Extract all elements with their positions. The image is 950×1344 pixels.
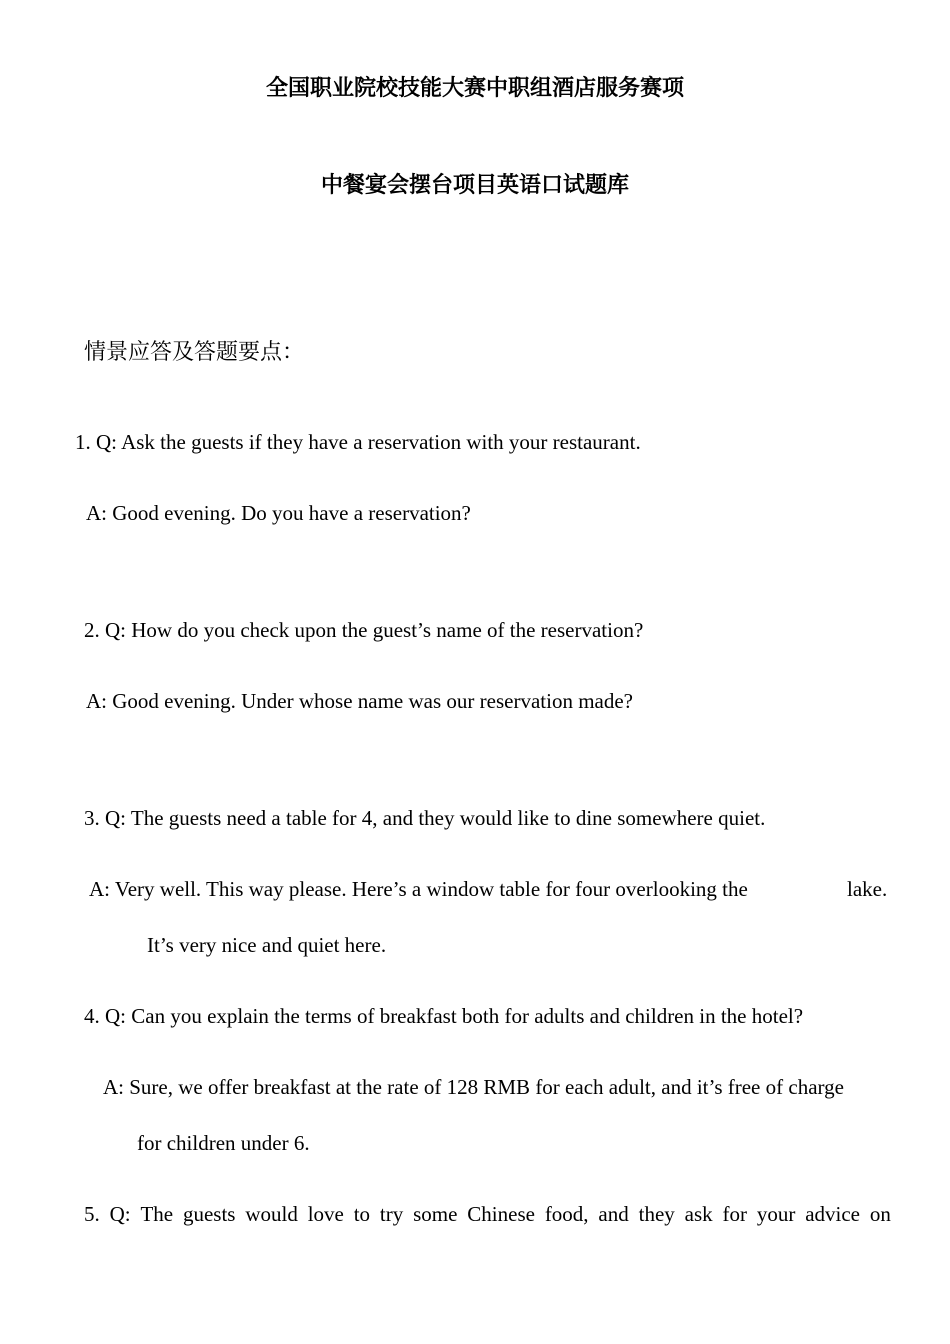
answer-3-line-1: A: Very well. This way please. Here’s a window table for four overlooking the [89, 877, 748, 901]
question-5-word: love [307, 1202, 344, 1226]
question-5-word: The [140, 1202, 174, 1226]
answer-1: A: Good evening. Do you have a reservation? [86, 501, 471, 525]
question-5-word: on [869, 1202, 891, 1226]
question-5 [84, 1200, 891, 1228]
answer-3-line-2: It’s very nice and quiet here. [147, 933, 387, 957]
question-5-word: to [353, 1202, 371, 1226]
question-5-word: advice [805, 1202, 860, 1226]
question-5-word: would [245, 1202, 298, 1226]
question-1: 1. Q: Ask the guests if they have a reservation with your restaurant. [75, 430, 641, 454]
document-title: 全国职业院校技能大赛中职组酒店服务赛项 [265, 76, 684, 101]
question-5-word: 5. [84, 1202, 100, 1226]
question-5-word: guests [182, 1202, 236, 1226]
question-3: 3. Q: The guests need a table for 4, and they would like to dine somewhere quiet. [84, 806, 766, 830]
question-5-word: food, [544, 1202, 589, 1226]
question-5-word: Chinese [467, 1202, 535, 1226]
answer-4-line-1: A: Sure, we offer breakfast at the rate of 128 RMB for each adult, and it’s free of charge [103, 1075, 844, 1099]
question-5-word: they [638, 1202, 675, 1226]
document-subtitle: 中餐宴会摆台项目英语口试题库 [320, 173, 629, 198]
question-5-word: some [413, 1202, 458, 1226]
question-5-word: ask [684, 1202, 713, 1226]
question-4: 4. Q: Can you explain the terms of breakfast both for adults and children in the hotel? [84, 1004, 804, 1028]
question-2: 2. Q: How do you check upon the guest’s name of the reservation? [84, 618, 644, 642]
question-5-word: Q: [109, 1202, 131, 1226]
question-5-word: for [722, 1202, 747, 1226]
question-5-word: try [379, 1202, 404, 1226]
question-5-word: and [598, 1202, 629, 1226]
section-heading: 情景应答及答题要点： [84, 340, 305, 365]
answer-3-line-1-end: lake. [847, 877, 888, 901]
answer-2: A: Good evening. Under whose name was our reservation made? [86, 689, 633, 713]
answer-4-line-2: for children under 6. [137, 1131, 310, 1155]
question-5-word: your [756, 1202, 796, 1226]
